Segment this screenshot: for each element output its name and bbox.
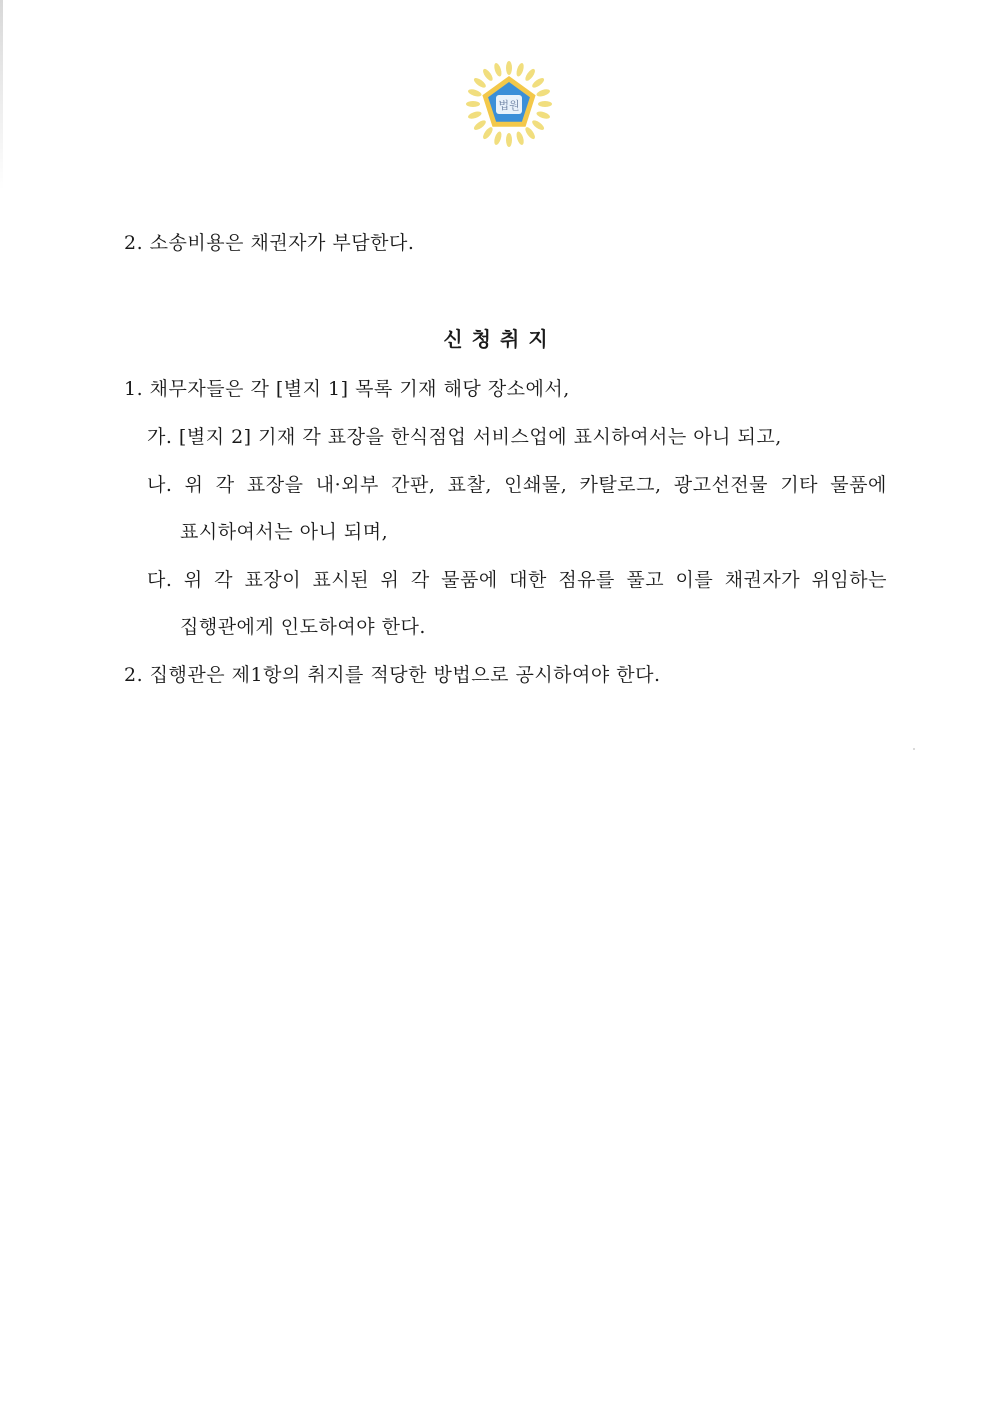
scan-speck: [913, 748, 915, 750]
word: 위: [380, 569, 400, 591]
word: 카탈로그,: [579, 474, 662, 496]
word: 채권자가: [724, 569, 801, 591]
word: 표장이: [244, 569, 302, 591]
emblem-ray: [467, 110, 482, 120]
word: 표장을: [246, 474, 304, 496]
word: 각: [410, 569, 430, 591]
word: 위: [184, 474, 204, 496]
word: 기타: [780, 474, 819, 496]
emblem-ray: [472, 76, 487, 89]
emblem-ray: [481, 126, 494, 141]
item-1: 1. 채무자들은 각 [별지 1] 목록 기재 해당 장소에서,: [124, 378, 570, 400]
emblem-ray: [524, 126, 537, 141]
item-1-na: [147, 473, 887, 497]
word: 물품에: [441, 569, 498, 591]
word: 간판,: [391, 474, 436, 496]
emblem-ray: [472, 119, 487, 132]
word: 대한: [509, 569, 547, 591]
emblem-ray: [493, 62, 503, 77]
emblem-ray: [515, 62, 525, 77]
word: 점유를: [558, 569, 615, 591]
word: 인쇄물,: [504, 474, 568, 496]
emblem-ray: [481, 67, 494, 82]
emblem-text: 법원: [498, 99, 520, 112]
item-1-na-continuation: 표시하여서는 아니 되며,: [180, 521, 389, 543]
word: 위임하는: [811, 569, 887, 591]
emblem-ray: [515, 131, 525, 146]
emblem-ray: [506, 133, 512, 147]
word: 물품에: [830, 474, 887, 496]
word: 각: [215, 474, 235, 496]
item-1-da-continuation: 집행관에게 인도하여야 한다.: [180, 616, 426, 638]
word: 나.: [147, 474, 173, 496]
item-1-ga: 가. [별지 2] 기재 각 표장을 한식점업 서비스업에 표시하여서는 아니 되고,: [147, 426, 782, 448]
word: 표시된: [312, 569, 370, 591]
page-edge: [0, 0, 3, 190]
word: 표찰,: [447, 474, 492, 496]
emblem-ray: [493, 131, 503, 146]
item-1-da: [147, 568, 887, 592]
word: 각: [214, 569, 234, 591]
emblem-ray: [531, 119, 546, 132]
word: 광고선전물: [673, 474, 769, 496]
word: 다.: [147, 569, 173, 591]
word: 위: [183, 569, 203, 591]
prior-item-costs: 2. 소송비용은 채권자가 부담한다.: [124, 232, 415, 254]
section-title: 신청취지: [443, 327, 557, 351]
emblem-ray: [536, 88, 551, 98]
emblem-ray: [506, 61, 512, 75]
emblem-ray: [467, 88, 482, 98]
word: 이를: [675, 569, 714, 591]
word: 풀고: [626, 569, 665, 591]
emblem-ray: [524, 67, 537, 82]
item-2: 2. 집행관은 제1항의 취지를 적당한 방법으로 공시하여야 한다.: [124, 664, 661, 686]
emblem-ray: [466, 101, 480, 107]
emblem-ray: [536, 110, 551, 120]
court-emblem-logo: [463, 58, 555, 150]
emblem-ray: [538, 101, 552, 107]
emblem-ray: [531, 76, 546, 89]
word: 내·외부: [315, 474, 379, 496]
